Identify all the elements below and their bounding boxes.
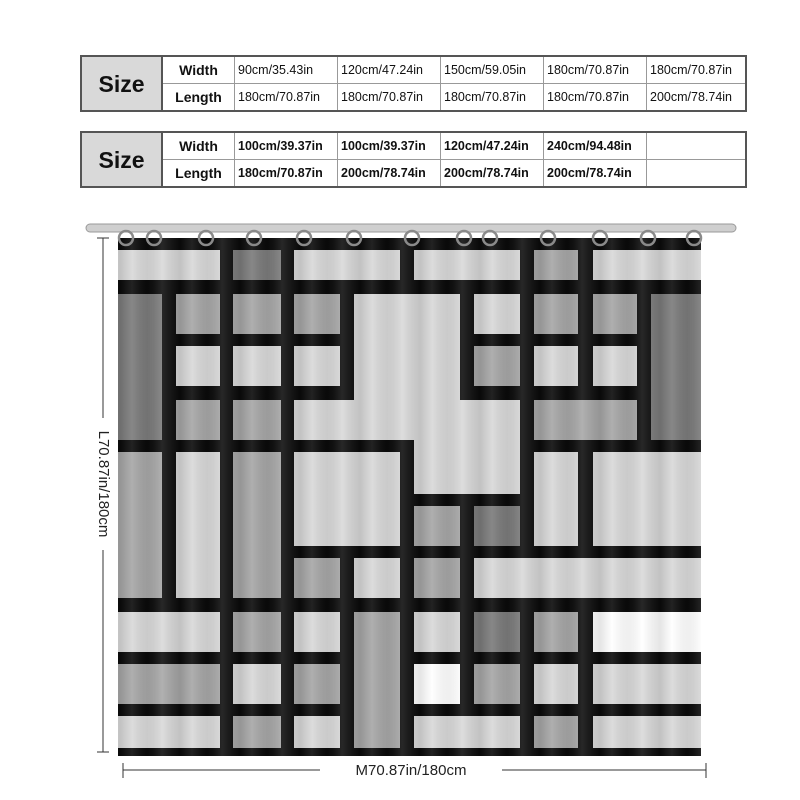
height-dimension [92,238,114,752]
width-label: M70.87in/180cm [355,761,467,779]
width-cell: 100cm/39.37in [235,132,338,160]
width-dimension [123,760,706,780]
length-cell: 200cm/78.74in [338,160,441,188]
width-cell: 180cm/70.87in [647,56,747,84]
length-cell: 180cm/70.87in [235,84,338,112]
length-cell: 180cm/70.87in [338,84,441,112]
curtain-fabric [118,238,701,756]
length-row-header: Length [162,84,235,112]
length-cell: 200cm/78.74in [441,160,544,188]
size-label: Size [81,56,162,111]
length-row-header: Length [162,160,235,188]
length-cell: 180cm/70.87in [235,160,338,188]
width-cell: 180cm/70.87in [544,56,647,84]
width-cell: 120cm/47.24in [441,132,544,160]
length-cell: 200cm/78.74in [647,84,747,112]
width-row-header: Width [162,56,235,84]
fold-shading [118,238,701,756]
length-cell: 200cm/78.74in [544,160,647,188]
width-row-header: Width [162,132,235,160]
height-label: L70.87in/180cm [95,430,113,538]
width-cell: 240cm/94.48in [544,132,647,160]
width-cell: 100cm/39.37in [338,132,441,160]
width-cell: 90cm/35.43in [235,56,338,84]
length-cell: 180cm/70.87in [544,84,647,112]
size-label: Size [81,132,162,187]
length-cell: 180cm/70.87in [441,84,544,112]
width-cell: 150cm/59.05in [441,56,544,84]
width-cell: 120cm/47.24in [338,56,441,84]
